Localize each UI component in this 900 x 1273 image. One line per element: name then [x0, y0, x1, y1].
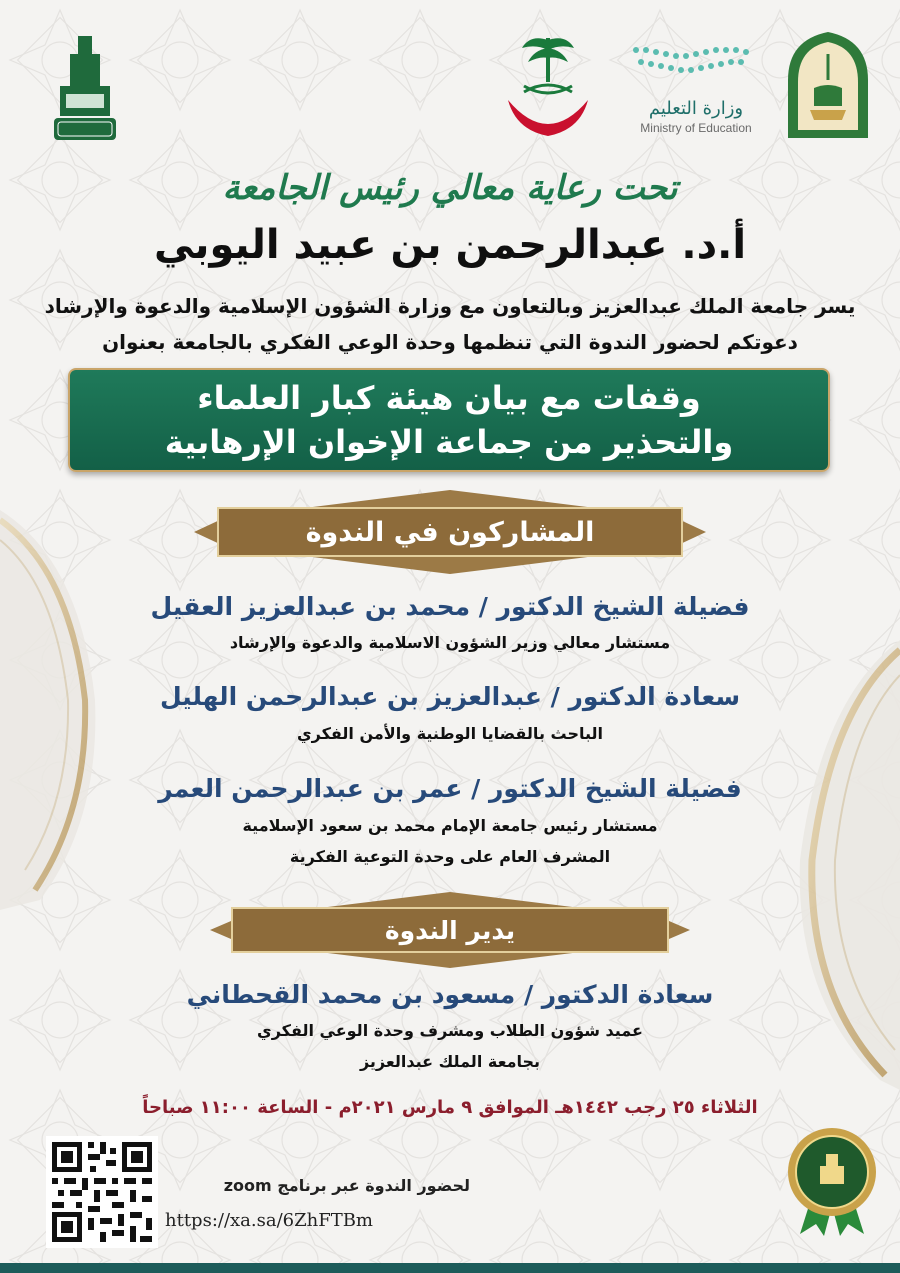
participant-2-name: سعادة الدكتور / عبدالعزيز بن عبدالرحمن الهليل	[159, 682, 741, 711]
participant-2-role: الباحث بالقضايا الوطنية والأمن الفكري	[296, 724, 604, 743]
qr-code[interactable]	[46, 1136, 158, 1248]
university-logo	[48, 36, 122, 146]
seminar-title-line-2: والتحذير من جماعة الإخوان الإرهابية	[164, 423, 734, 461]
patronage-line: تحت رعاية معالي رئيس الجامعة	[222, 168, 678, 208]
participants-heading: المشاركون في الندوة	[305, 516, 595, 548]
seminar-title-line-1: وقفات مع بيان هيئة كبار العلماء	[197, 379, 701, 417]
ministry-name-en: Ministry of Education	[640, 121, 752, 135]
islamic-affairs-ministry-logo	[786, 30, 870, 140]
date-time-line: الثلاثاء ٢٥ رجب ١٤٤٢هـ الموافق ٩ مارس ٢٠٢١م - الساعة ١١:٠٠ صباحاً	[142, 1097, 758, 1118]
participant-3-role-2: المشرف العام على وحدة التوعية الفكرية	[289, 847, 611, 866]
moderator-heading: يدير الندوة	[384, 915, 516, 945]
university-president: أ.د. عبدالرحمن بن عبيد اليوبي	[153, 222, 747, 268]
invitation-line-1: يسر جامعة الملك عبدالعزيز وبالتعاون مع وزارة الشؤون الإسلامية والدعوة والإرشاد	[44, 294, 856, 318]
participant-1-name: فضيلة الشيخ الدكتور / محمد بن عبدالعزيز العقيل	[150, 592, 750, 621]
seminar-title-box	[68, 368, 830, 472]
participant-3-role-1: مستشار رئيس جامعة الإمام محمد بن سعود الإسلامية	[242, 816, 658, 835]
moderator-role-2: بجامعة الملك عبدالعزيز	[359, 1052, 541, 1071]
zoom-link[interactable]: https://xa.sa/6ZhFTBm	[165, 1210, 373, 1231]
moderator-role-1: عميد شؤون الطلاب ومشرف وحدة الوعي الفكري	[257, 1021, 643, 1040]
participants-banner	[194, 490, 706, 574]
ministry-name-ar: وزارة التعليم	[648, 98, 744, 119]
ministry-of-education-logo	[626, 40, 766, 140]
bottom-accent-bar	[0, 1263, 900, 1273]
moderator-banner	[210, 892, 690, 968]
award-badge	[782, 1126, 882, 1236]
moderator-name: سعادة الدكتور / مسعود بن محمد القحطاني	[186, 980, 714, 1009]
participant-1-role: مستشار معالي وزير الشؤون الاسلامية والدعوة والإرشاد	[229, 633, 671, 652]
invitation-line-2: دعوتكم لحضور الندوة التي تنظمها وحدة الوعي الفكري بالجامعة بعنوان	[102, 330, 798, 354]
participant-3-name: فضيلة الشيخ الدكتور / عمر بن عبدالرحمن العمر	[158, 774, 742, 803]
zoom-instructions: لحضور الندوة عبر برنامج zoom	[223, 1176, 470, 1195]
saudi-vision-emblem	[500, 30, 596, 140]
